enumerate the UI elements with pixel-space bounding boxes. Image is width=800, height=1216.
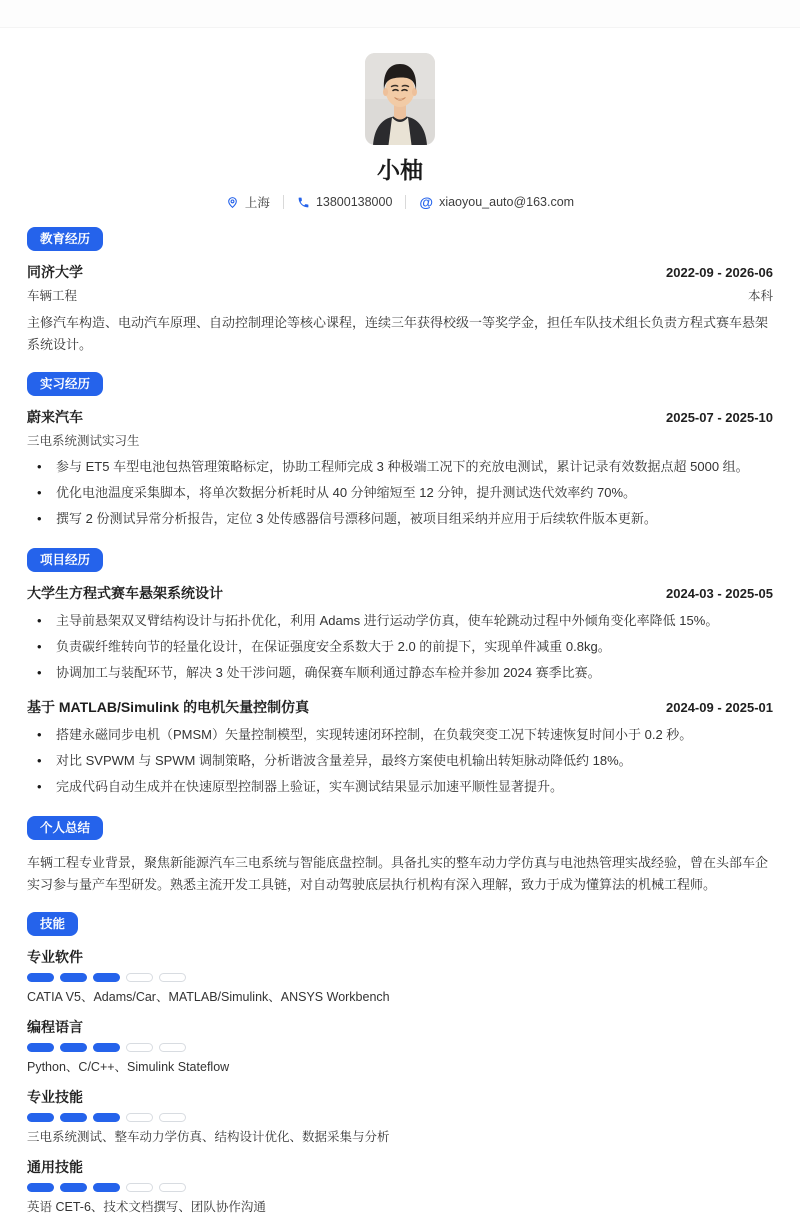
list-item: • 主导前悬架双叉臂结构设计与拓扑优化，利用 Adams 进行运动学仿真，使车轮跳动过程中外倾角变化率降低 15%。	[27, 608, 773, 634]
education-head	[27, 262, 773, 282]
skill-group	[27, 948, 773, 1006]
skill-group-name: 专业技能	[27, 1089, 83, 1105]
education-date: 2022-09 - 2026-06	[666, 265, 773, 280]
skill-level-pill	[93, 973, 120, 982]
skill-level-bar	[27, 1183, 773, 1192]
skill-group-items: Python、C/C++、Simulink Stateflow	[27, 1060, 230, 1074]
section-internship	[27, 372, 773, 532]
company-name: 蔚来汽车	[27, 409, 83, 425]
skill-level-bar	[27, 1043, 773, 1052]
school-name: 同济大学	[27, 264, 83, 280]
skill-level-pill	[27, 1043, 54, 1052]
skill-level-pill	[159, 1183, 186, 1192]
contact-separator	[405, 195, 406, 209]
list-item: • 完成代码自动生成并在快速原型控制器上验证，实车测试结果显示加速平顺性显著提升。	[27, 774, 773, 800]
internship-badge: 实习经历	[27, 372, 103, 396]
skill-level-pill	[60, 1183, 87, 1192]
skill-level-pill	[27, 1113, 54, 1122]
project-title: 基于 MATLAB/Simulink 的电机矢量控制仿真	[27, 699, 310, 715]
internship-head	[27, 407, 773, 427]
skill-level-pill	[159, 973, 186, 982]
at-icon: @	[419, 193, 434, 210]
skill-group	[27, 1018, 773, 1076]
skill-group-items: CATIA V5、Adams/Car、MATLAB/Simulink、ANSYS Workbench	[27, 990, 390, 1004]
list-item: • 搭建永磁同步电机（PMSM）矢量控制模型，实现转速闭环控制，在负载突变工况下转速恢复时间小于 0.2 秒。	[27, 722, 773, 748]
skill-level-pill	[126, 973, 153, 982]
phone-text: 13800138000	[315, 195, 393, 209]
contact-location	[226, 193, 270, 211]
skill-level-pill	[126, 1043, 153, 1052]
phone-icon	[297, 196, 310, 209]
section-education	[27, 227, 773, 356]
skill-level-pill	[126, 1183, 153, 1192]
project-title: 大学生方程式赛车悬架系统设计	[27, 585, 223, 601]
major-name: 车辆工程	[27, 289, 78, 303]
candidate-name: 小柚	[377, 157, 423, 183]
skill-level-pill	[60, 1043, 87, 1052]
project-head	[27, 697, 773, 717]
project-date: 2024-03 - 2025-05	[666, 586, 773, 601]
skill-group	[27, 1158, 773, 1216]
skill-level-pill	[93, 1043, 120, 1052]
skill-group-name: 编程语言	[27, 1019, 83, 1035]
skill-group	[27, 1088, 773, 1146]
skill-level-pill	[60, 973, 87, 982]
project-bullets	[27, 608, 773, 686]
contact-phone	[297, 195, 392, 209]
section-projects	[27, 548, 773, 800]
project-date: 2024-09 - 2025-01	[666, 700, 773, 715]
skill-group-items: 英语 CET-6、技术文档撰写、团队协作沟通	[27, 1200, 266, 1214]
page-top-strip	[0, 0, 800, 28]
skill-level-pill	[159, 1043, 186, 1052]
section-summary	[27, 816, 773, 896]
resume-header	[27, 53, 773, 211]
skill-level-bar	[27, 973, 773, 982]
project-head	[27, 583, 773, 603]
contact-email	[419, 195, 574, 209]
internship-bullets	[27, 454, 773, 532]
projects-badge: 项目经历	[27, 548, 103, 572]
list-item: • 撰写 2 份测试异常分析报告，定位 3 处传感器信号漂移问题，被项目组采纳并应用于后续软件版本更新。	[27, 506, 773, 532]
location-text: 上海	[244, 196, 270, 210]
internship-sub	[27, 431, 773, 449]
list-item: • 协调加工与装配环节，解决 3 处干涉问题，确保赛车顺利通过静态车检并参加 2024 赛季比赛。	[27, 660, 773, 686]
contact-row	[27, 193, 773, 211]
contact-separator	[283, 195, 284, 209]
skills-badge: 技能	[27, 912, 78, 936]
section-skills	[27, 912, 773, 1216]
degree-name: 本科	[747, 289, 773, 303]
skill-level-pill	[93, 1113, 120, 1122]
summary-text: 车辆工程专业背景，聚焦新能源汽车三电系统与智能底盘控制。具备扎实的整车动力学仿真与电池热管理实战经验，曾在头部车企实习参与量产车型研发。熟悉主流开发工具链，对自动驾驶底层执行机构有深入理解，致力于成为懂算法的机械工程师。	[27, 855, 769, 892]
skill-level-pill	[60, 1113, 87, 1122]
map-pin-icon	[226, 196, 239, 209]
skill-level-pill	[126, 1113, 153, 1122]
skill-group-items: 三电系统测试、整车动力学仿真、结构设计优化、数据采集与分析	[27, 1130, 390, 1144]
skill-level-pill	[27, 1183, 54, 1192]
skill-level-pill	[93, 1183, 120, 1192]
list-item: • 对比 SVPWM 与 SPWM 调制策略，分析谐波含量差异，最终方案使电机输出转矩脉动降低约 18%。	[27, 748, 773, 774]
role-name: 三电系统测试实习生	[27, 434, 140, 448]
project-item	[27, 697, 773, 800]
project-bullets	[27, 722, 773, 800]
skill-group-name: 专业软件	[27, 949, 83, 965]
summary-badge: 个人总结	[27, 816, 103, 840]
internship-date: 2025-07 - 2025-10	[666, 410, 773, 425]
skill-level-pill	[159, 1113, 186, 1122]
list-item: • 参与 ET5 车型电池包热管理策略标定，协助工程师完成 3 种极端工况下的充放电测试，累计记录有效数据点超 5000 组。	[27, 454, 773, 480]
education-description: 主修汽车构造、电动汽车原理、自动控制理论等核心课程，连续三年获得校级一等奖学金，担任车队技术组长负责方程式赛车悬架系统设计。	[27, 315, 769, 352]
list-item: • 负责碳纤维转向节的轻量化设计，在保证强度安全系数大于 2.0 的前提下，实现单件减重 0.8kg。	[27, 634, 773, 660]
skill-level-bar	[27, 1113, 773, 1122]
list-item: • 优化电池温度采集脚本，将单次数据分析耗时从 40 分钟缩短至 12 分钟，提升测试迭代效率约 70%。	[27, 480, 773, 506]
email-text: xiaoyou_auto@163.com	[439, 195, 575, 209]
education-badge: 教育经历	[27, 227, 103, 251]
project-item	[27, 583, 773, 686]
education-sub	[27, 286, 773, 304]
resume-page	[0, 53, 800, 1216]
skill-level-pill	[27, 973, 54, 982]
skill-group-name: 通用技能	[27, 1159, 83, 1175]
profile-photo-illustration	[365, 53, 435, 145]
profile-photo	[365, 53, 435, 145]
